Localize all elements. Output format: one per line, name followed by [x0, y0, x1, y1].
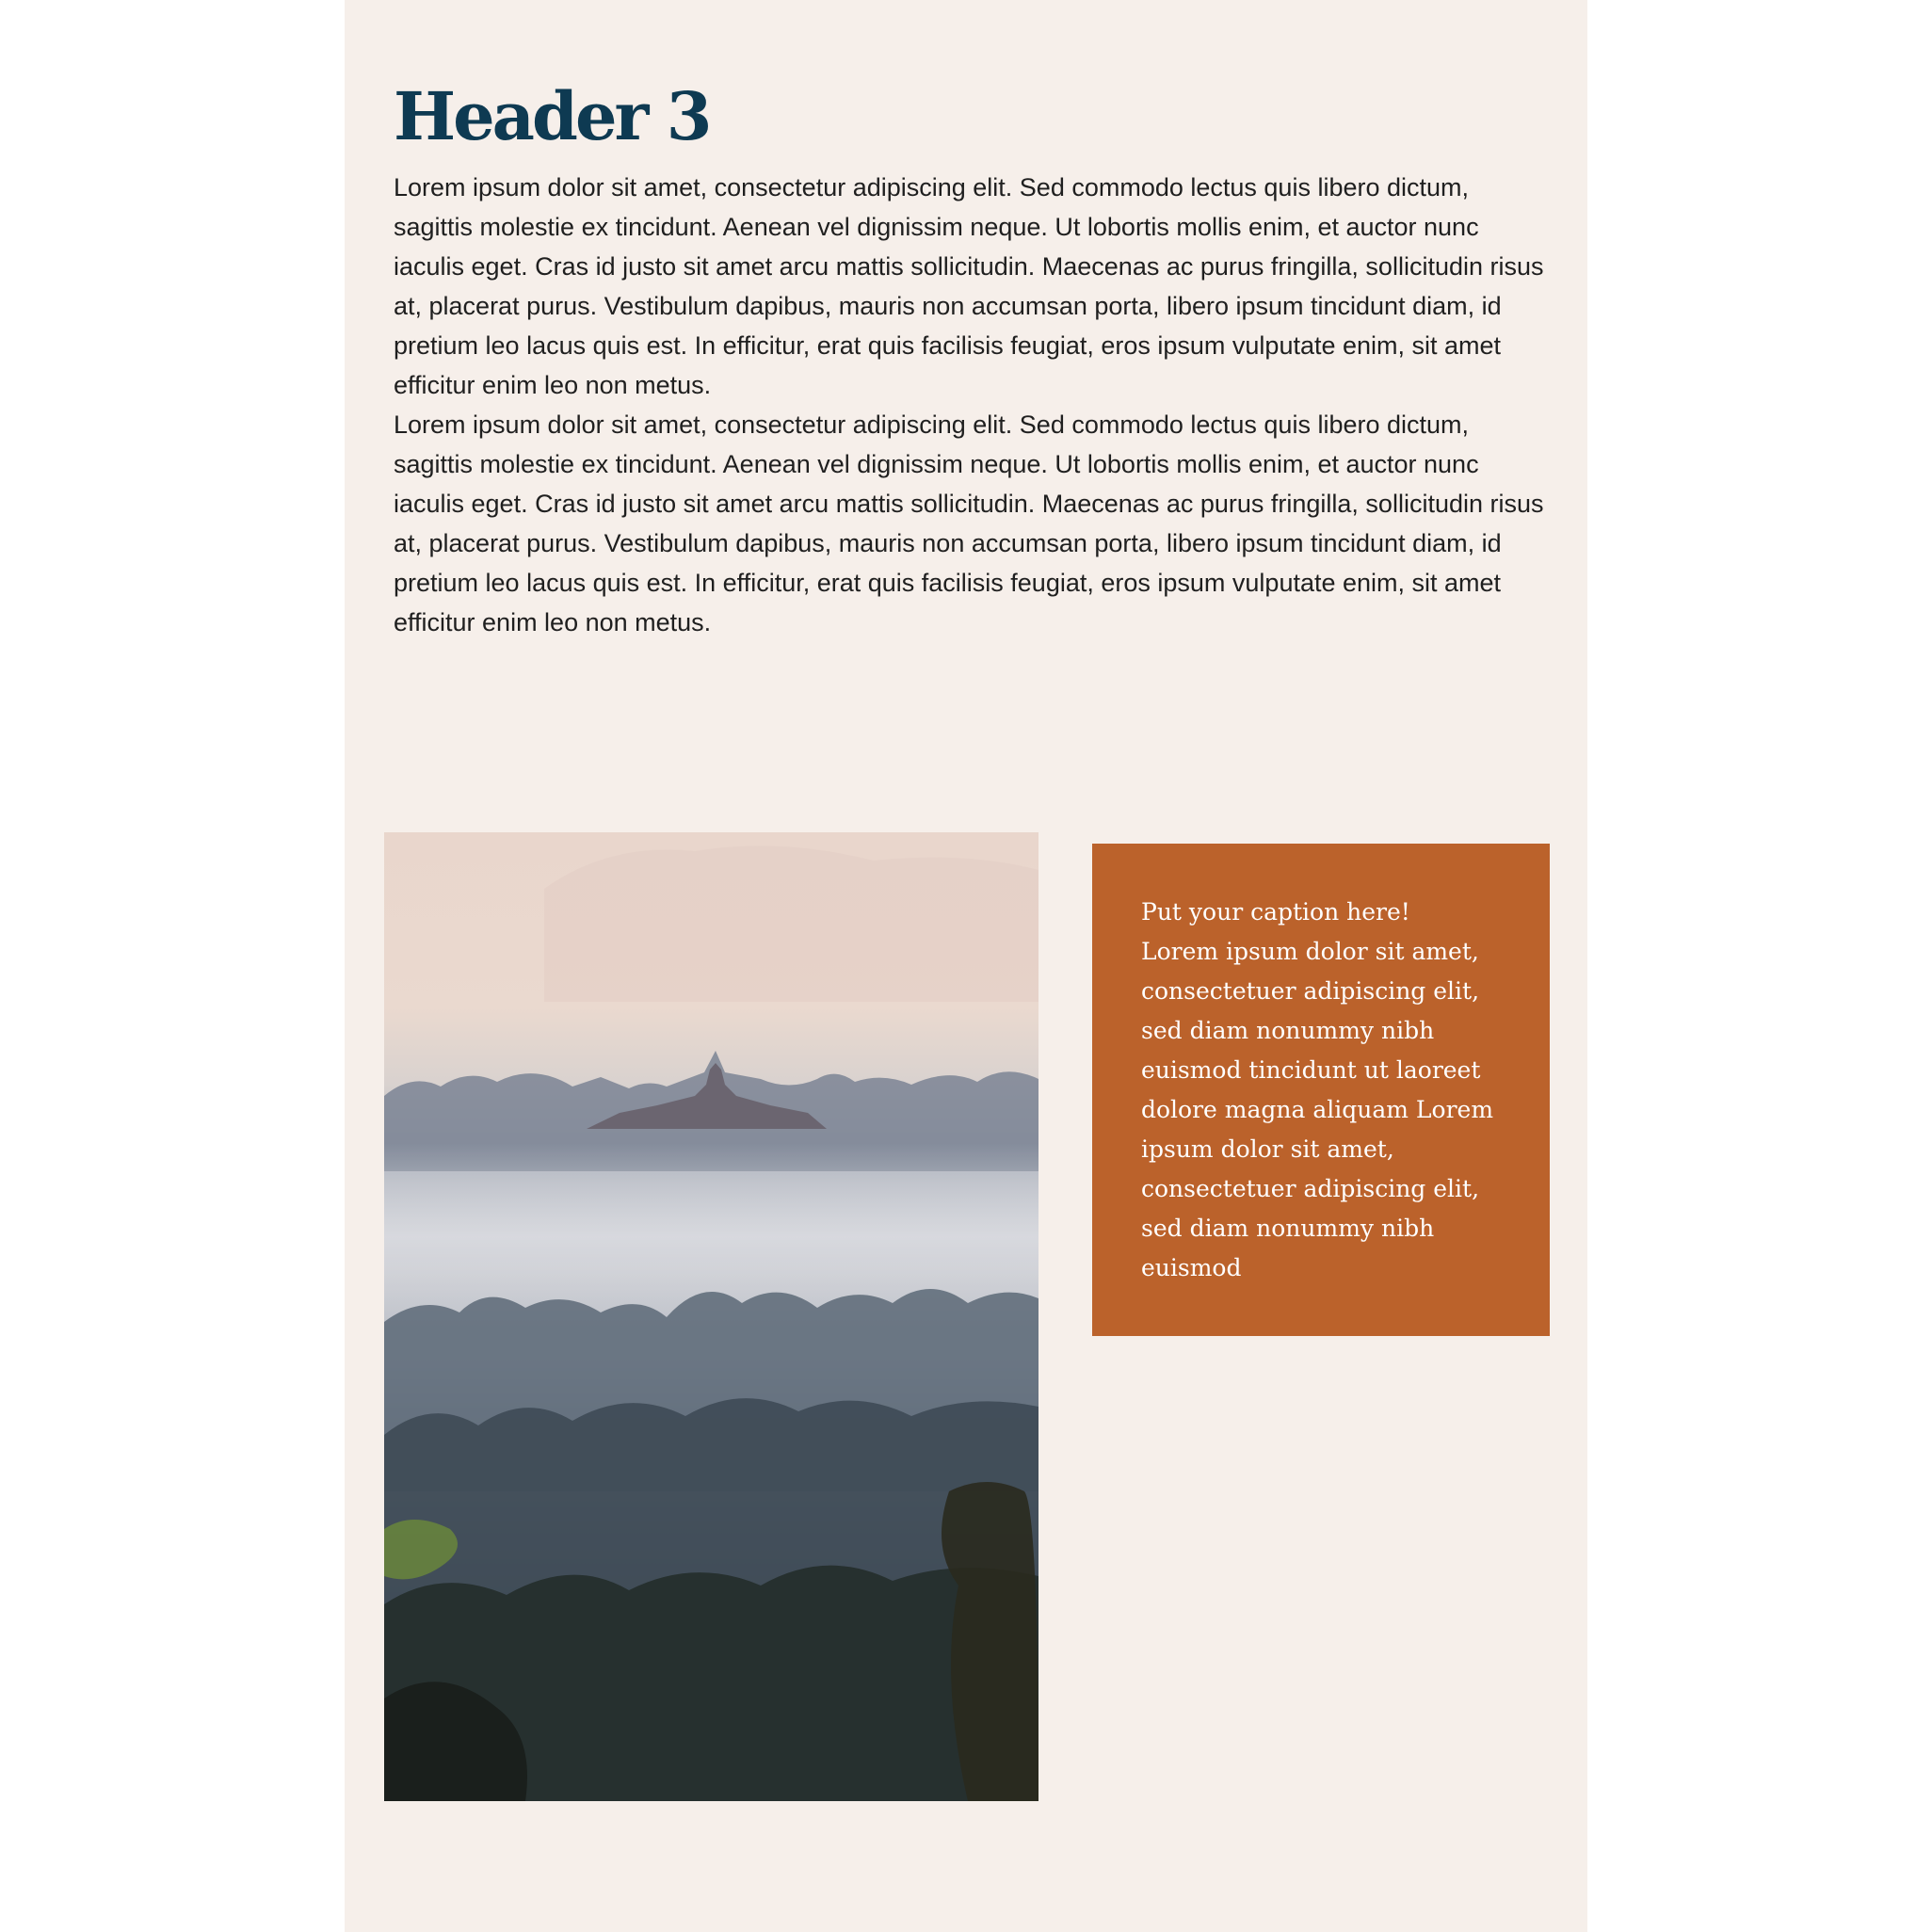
caption-title: Put your caption here! [1141, 898, 1410, 926]
body-paragraph: Lorem ipsum dolor sit amet, consectetur adipiscing elit. Sed commodo lectus quis libero dictum, sagittis molestie ex tincidunt. Aenean vel dignissim neque. Ut lobortis mollis enim, et auctor nunc iaculis eget. Cras id justo sit amet arcu mattis sollicitudin. Maecenas ac purus fringilla, sollicitudin risus at, placerat purus. Vestibulum dapibus, mauris non accumsan porta, libero ipsum tincidunt diam, id pretium leo lacus quis est. In efficitur, erat quis facilisis feugiat, eros ipsum vulputate enim, sit amet efficitur enim leo non metus. [394, 411, 1544, 636]
caption-box [1092, 844, 1550, 1336]
page-heading: Header 3 [394, 77, 710, 155]
document-page [345, 0, 1587, 1932]
misty-forest-temple-photo [384, 832, 1038, 1801]
caption-text: Lorem ipsum dolor sit amet, consectetuer adipiscing elit, sed diam nonummy nibh euismod tincidunt ut laoreet dolore magna aliquam Lorem ipsum dolor sit amet, consectetuer adipiscing elit, sed diam nonummy nibh euismod [1141, 938, 1494, 1281]
body-text [394, 168, 1552, 642]
body-paragraph: Lorem ipsum dolor sit amet, consectetur adipiscing elit. Sed commodo lectus quis libero dictum, sagittis molestie ex tincidunt. Aenean vel dignissim neque. Ut lobortis mollis enim, et auctor nunc iaculis eget. Cras id justo sit amet arcu mattis sollicitudin. Maecenas ac purus fringilla, sollicitudin risus at, placerat purus. Vestibulum dapibus, mauris non accumsan porta, libero ipsum tincidunt diam, id pretium leo lacus quis est. In efficitur, erat quis facilisis feugiat, eros ipsum vulputate enim, sit amet efficitur enim leo non metus. [394, 173, 1544, 399]
